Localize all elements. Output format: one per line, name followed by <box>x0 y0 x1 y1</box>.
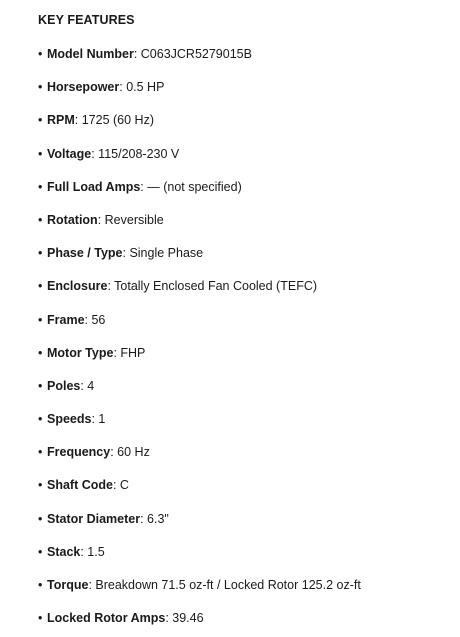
bullet: • <box>38 544 43 559</box>
bullet: • <box>38 578 43 592</box>
bullet: • <box>38 47 43 61</box>
feature-label: Speeds <box>47 412 92 427</box>
feature-label: Locked Rotor Amps <box>47 611 166 626</box>
bullet: • <box>38 412 43 427</box>
feature-item-rotation <box>38 213 460 228</box>
feature-value: : 1 <box>91 412 106 427</box>
feature-list <box>38 47 460 626</box>
feature-value: : Reversible <box>97 212 164 227</box>
feature-item-poles <box>38 379 460 394</box>
bullet: • <box>38 246 43 261</box>
feature-item-rpm <box>38 113 460 128</box>
bullet: • <box>38 113 43 128</box>
feature-label: RPM <box>47 113 75 128</box>
feature-value: : 0.5 HP <box>119 80 165 95</box>
feature-value: : — (not specified) <box>140 179 242 194</box>
feature-item-full-load-amps <box>38 180 460 195</box>
bullet: • <box>38 345 43 360</box>
feature-label: Horsepower <box>47 80 120 95</box>
feature-value: : 6.3" <box>140 511 169 526</box>
feature-value: : 4 <box>80 378 95 393</box>
feature-label: Model Number <box>47 47 134 61</box>
bullet: • <box>38 179 43 194</box>
feature-label: Rotation <box>47 212 98 227</box>
feature-item-voltage <box>38 147 460 162</box>
feature-value: : Totally Enclosed Fan Cooled (TEFC) <box>107 279 318 294</box>
feature-item-enclosure <box>38 279 460 294</box>
feature-label: Frequency <box>47 445 111 460</box>
bullet: • <box>38 511 43 526</box>
feature-label: Phase / Type <box>47 246 123 261</box>
bullet: • <box>38 212 43 227</box>
feature-label: Torque <box>47 578 89 592</box>
feature-value: : Single Phase <box>122 246 204 261</box>
feature-value: : 115/208-230 V <box>91 146 180 161</box>
feature-label: Voltage <box>47 146 92 161</box>
feature-label: Shaft Code <box>47 478 113 493</box>
feature-value: : FHP <box>113 345 146 360</box>
bullet: • <box>38 279 43 294</box>
key-features-heading: KEY FEATURES <box>38 13 135 27</box>
feature-item-frequency <box>38 445 460 460</box>
feature-value: : 56 <box>84 312 106 327</box>
feature-label: Stator Diameter <box>47 511 141 526</box>
feature-item-motor-type <box>38 346 460 361</box>
feature-value: : 1725 (60 Hz) <box>74 113 154 128</box>
bullet: • <box>38 312 43 327</box>
bullet: • <box>38 445 43 460</box>
bullet: • <box>38 611 43 626</box>
feature-item-shaft-code <box>38 478 460 493</box>
bullet: • <box>38 146 43 161</box>
feature-label: Enclosure <box>47 279 108 294</box>
feature-item-phase-type <box>38 246 460 261</box>
feature-label: Full Load Amps <box>47 179 141 194</box>
feature-value: : 60 Hz <box>110 445 150 460</box>
feature-item-stator-diameter <box>38 512 460 527</box>
feature-item-model-number <box>38 47 460 62</box>
bullet: • <box>38 478 43 493</box>
feature-value: : Breakdown 71.5 oz-ft / Locked Rotor 125.2 oz-ft <box>88 578 361 592</box>
feature-label: Stack <box>47 544 81 559</box>
feature-value: : C <box>112 478 129 493</box>
feature-label: Motor Type <box>47 345 114 360</box>
feature-item-speeds <box>38 412 460 427</box>
feature-value: : C063JCR5279015B <box>133 47 252 61</box>
bullet: • <box>38 80 43 95</box>
feature-value: : 39.46 <box>165 611 204 626</box>
feature-label: Poles <box>47 378 81 393</box>
bullet: • <box>38 378 43 393</box>
feature-item-locked-rotor-amps <box>38 611 460 626</box>
feature-item-frame <box>38 313 460 328</box>
feature-item-stack <box>38 545 460 560</box>
feature-item-horsepower <box>38 80 460 95</box>
feature-item-torque <box>38 578 460 593</box>
feature-label: Frame <box>47 312 85 327</box>
feature-value: : 1.5 <box>80 544 105 559</box>
